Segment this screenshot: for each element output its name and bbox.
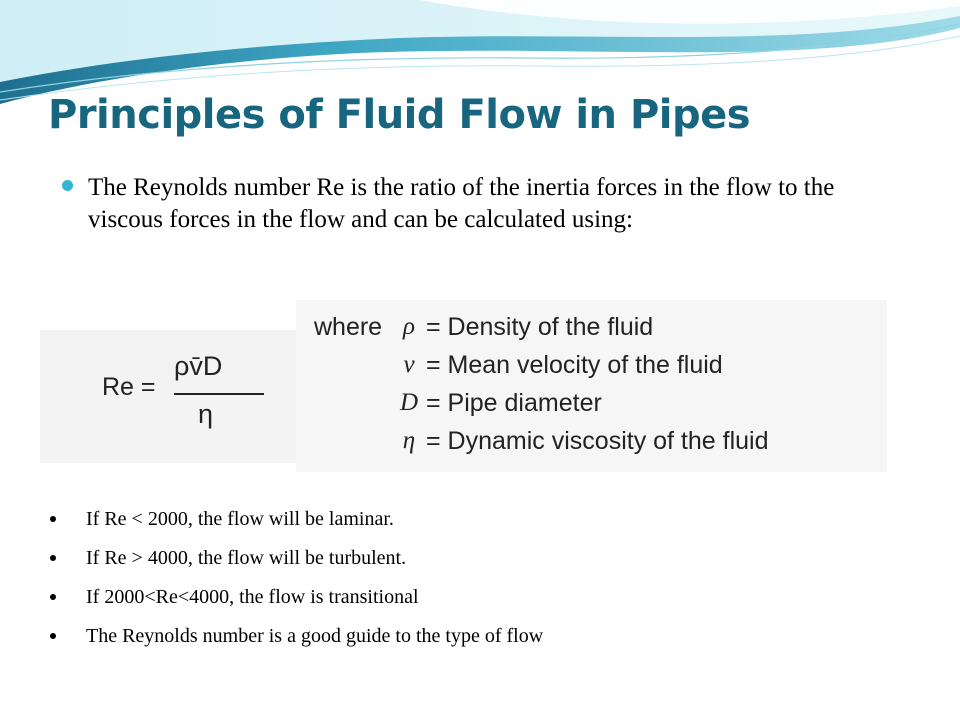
- list-item: [50, 506, 543, 545]
- legend-definition: = Dynamic viscosity of the fluid: [426, 427, 769, 455]
- where-label: where: [314, 313, 383, 341]
- list-item: [50, 623, 543, 662]
- fraction-bar: [174, 393, 264, 395]
- list-item: [50, 584, 543, 623]
- legend-definition: = Density of the fluid: [426, 313, 654, 341]
- list-item-text: If Re < 2000, the flow will be laminar.: [86, 508, 394, 530]
- list-item-text: If Re > 4000, the flow will be turbulent.: [86, 547, 407, 569]
- equation-numerator: ρv̄D: [174, 351, 223, 381]
- bullet-icon: [50, 516, 56, 522]
- bullet-icon: [50, 555, 56, 561]
- equation-image-background: [40, 330, 298, 463]
- bullet-icon: [50, 594, 56, 600]
- equation-denominator: η: [198, 399, 214, 429]
- legend-symbol: v: [403, 351, 415, 378]
- legend-symbol: η: [402, 427, 416, 454]
- list-item-text: The Reynolds number is a good guide to the type of flow: [86, 625, 544, 647]
- legend-definition: = Pipe diameter: [426, 389, 602, 417]
- list-item: [50, 545, 543, 584]
- list-item-text: If 2000<Re<4000, the flow is transitional: [86, 586, 419, 608]
- intro-paragraph: [62, 172, 862, 236]
- equation-lhs: Re =: [102, 373, 156, 401]
- bullet-icon: [62, 180, 73, 191]
- intro-text: The Reynolds number Re is the ratio of the inertia forces in the flow to the viscous forces in the flow and can be calculated using:: [88, 174, 835, 233]
- flow-regime-list: [50, 506, 543, 662]
- legend-symbol: ρ: [403, 313, 415, 340]
- slide-title: Principles of Fluid Flow in Pipes: [48, 92, 751, 138]
- legend-definition: = Mean velocity of the fluid: [426, 351, 723, 379]
- legend-symbol: D: [399, 389, 419, 416]
- bullet-icon: [50, 633, 56, 639]
- variable-legend: [296, 300, 887, 472]
